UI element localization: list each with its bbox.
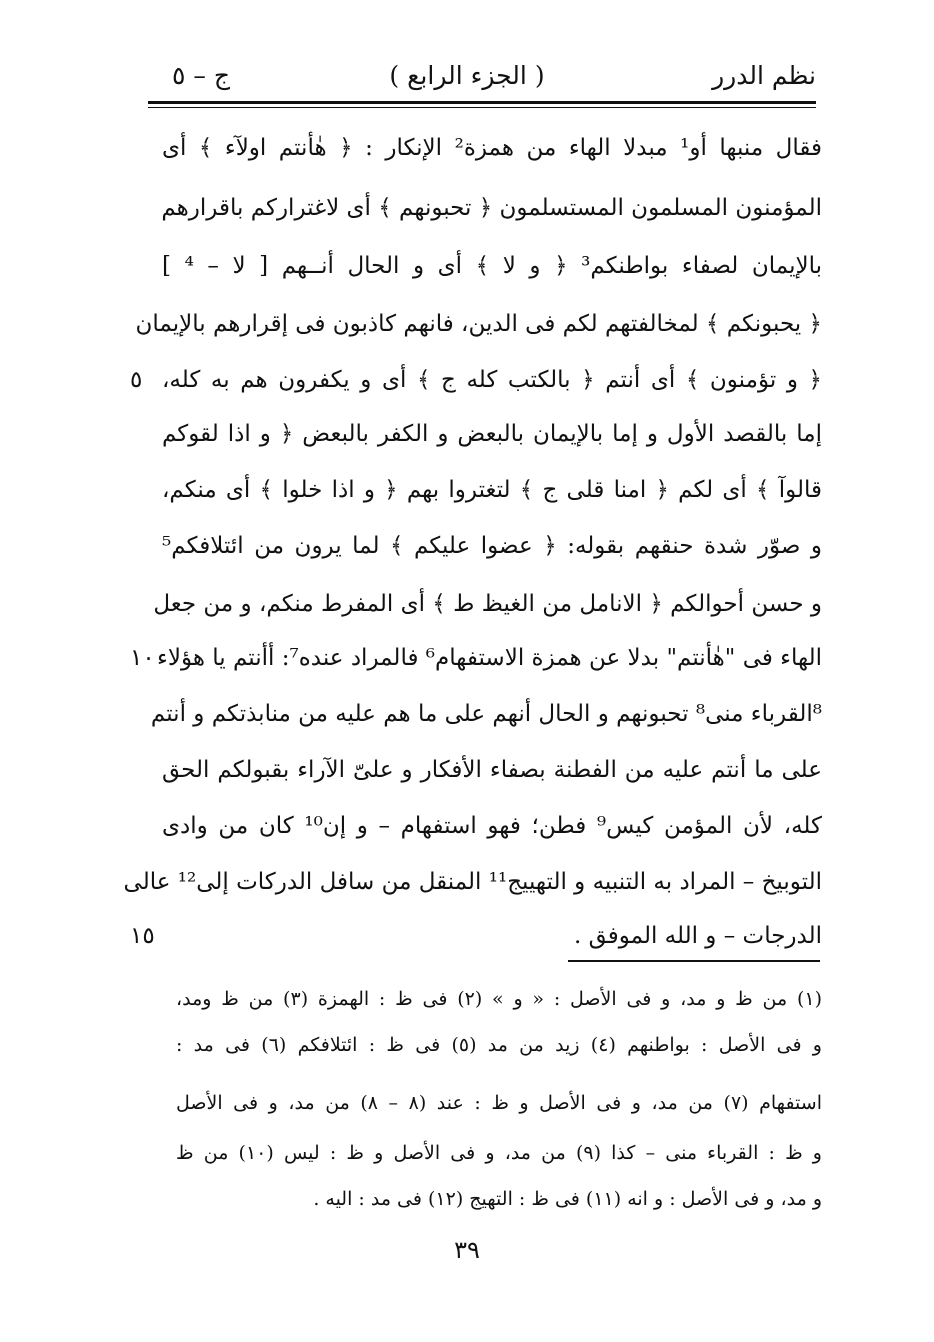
header-rule — [148, 101, 816, 104]
text-line: كله، لأن المؤمن كيس⁹ فطن؛ فهو استفهام – و إن¹⁰ كان من وادى — [162, 813, 822, 839]
page-number: ٣٩ — [454, 1236, 480, 1264]
line-number-10: ١٠ — [130, 645, 155, 671]
footnote-line: و فى الأصل : بواطنهم (٤) زيد من مد (٥) فى ظ : ائتلافكم (٦) فى مد : — [176, 1034, 822, 1056]
text-line: المؤمنون المسلمون المستسلمون ﴿ تحبونهم ﴾ أى لاغتراركم باقرارهم — [161, 195, 822, 221]
text-line: بالإيمان لصفاء بواطنكم³ ﴿ و لا ﴾ أى و الحال أنــهم [ لا – ⁴ ] — [162, 253, 822, 279]
text-line: ﴿ و تؤمنون ﴾ أى أنتم ﴿ بالكتب كله ج ﴾ أى و يكفرون هم به كله، — [162, 367, 822, 393]
running-head-part: ( الجزء الرابع ) — [389, 61, 545, 90]
running-head-volume: ج – ٥ — [172, 61, 230, 90]
footnote-line: و مد، و فى الأصل : و انه (١١) فى ظ : التهيج (١٢) فى مد : اليه . — [313, 1188, 822, 1210]
running-head-book-title: نظم الدرر — [712, 61, 816, 90]
text-line: الهاء فى "هٰأنتم" بدلا عن همزة الاستفهام⁶ فالمراد عنده⁷: أأنتم يا هؤلاء — [157, 645, 822, 671]
header-rule-thin — [148, 107, 816, 108]
text-line: قالوآ ﴾ أى لكم ﴿ امنا قلى ج ﴾ لتغتروا بهم ﴿ و اذا خلوا ﴾ أى منكم، — [162, 477, 822, 503]
text-line: التوبيخ – المراد به التنبيه و التهييج¹¹ المنقل من سافل الدركات إلى¹² عالى — [123, 869, 822, 895]
text-line: ⁸القرباء منى⁸ تحبونهم و الحال أنهم على ما هم عليه من منابذتكم و أنتم — [150, 701, 822, 727]
text-line: ﴿ يحبونكم ﴾ لمخالفتهم لكم فى الدين، فانهم كاذبون فى إقرارهم بالإيمان — [135, 311, 822, 337]
footnote-line: و ظ : القرباء منى – كذا (٩) من مد، و فى الأصل و ظ : ليس (١٠) من ظ — [176, 1142, 822, 1164]
text-line: الدرجات – و الله الموفق . — [573, 923, 822, 949]
line-number-5: ٥ — [130, 367, 143, 393]
footnote-line: (١) من ظ و مد، و فى الأصل : « و » (٢) فى ظ : الهمزة (٣) من ظ ومد، — [176, 988, 823, 1010]
line-number-15: ١٥ — [130, 923, 155, 949]
text-line: على ما أنتم عليه من الفطنة بصفاء الأفكار و علىّ الآراء بقبولكم الحق — [162, 757, 822, 783]
text-line: فقال منبها أو¹ مبدلا الهاء من همزة² الإنكار : ﴿ هٰأنتم اولآء ﴾ أى — [162, 135, 823, 161]
footnote-separator — [568, 960, 820, 962]
text-line: و صوّر شدة حنقهم بقوله: ﴿ عضوا عليكم ﴾ لما يرون من ائتلافكم⁵ — [162, 533, 822, 559]
text-line: و حسن أحوالكم ﴿ الانامل من الغيظ ط ﴾ أى المفرط منكم، و من جعل — [153, 591, 822, 617]
footnote-line: استفهام (٧) من مد، و فى الأصل و ظ : عند (٨ – ٨) من مد، و فى الأصل — [176, 1092, 822, 1114]
text-line: إما بالقصد الأول و إما بالإيمان بالبعض و الكفر بالبعض ﴿ و اذا لقوكم — [162, 421, 822, 447]
